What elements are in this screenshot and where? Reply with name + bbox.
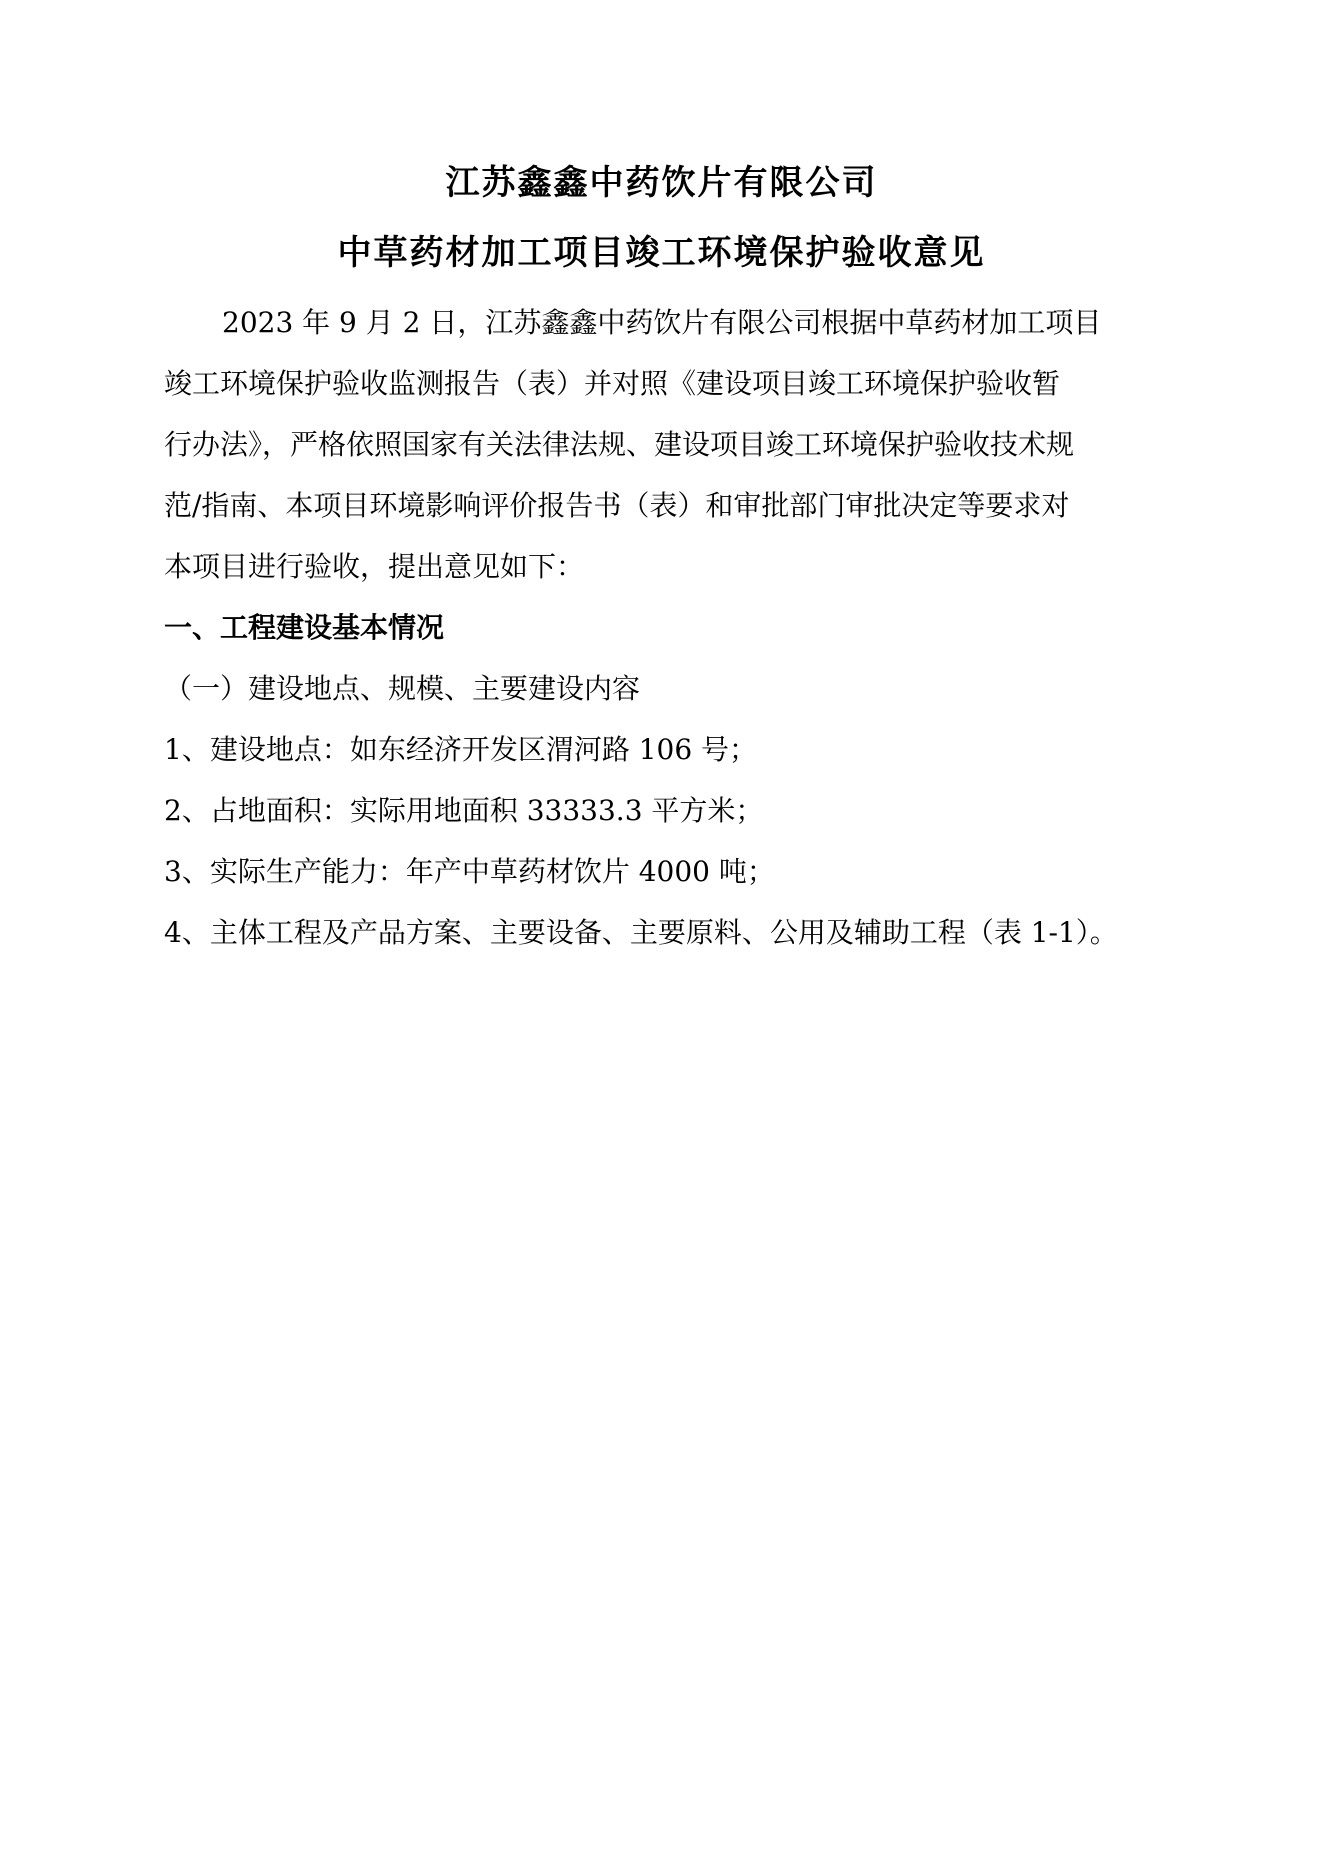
subsection-heading: （一）建设地点、规模、主要建设内容 [164,672,641,705]
list-item: 2、占地面积：实际用地面积 33333.3 平方米； [164,794,764,827]
intro-line-1: 2023 年 9 月 2 日，江苏鑫鑫中药饮片有限公司根据中草药材加工项目 [222,306,1102,339]
document-title-subject: 中草药材加工项目竣工环境保护验收意见 [337,233,986,273]
intro-line-5: 本项目进行验收，提出意见如下： [164,550,585,583]
list-item: 1、建设地点：如东经济开发区渭河路 106 号； [164,733,758,766]
intro-line-3: 行办法》，严格依照国家有关法律法规、建设项目竣工环境保护验收技术规 [164,428,1075,461]
intro-line-2: 竣工环境保护验收监测报告（表）并对照《建设项目竣工环境保护验收暂 [164,367,1061,400]
list-item: 3、实际生产能力：年产中草药材饮片 4000 吨； [164,855,775,888]
document-title-company: 江苏鑫鑫中药饮片有限公司 [445,163,878,203]
intro-line-4: 范/指南、本项目环境影响评价报告书（表）和审批部门审批决定等要求对 [164,489,1070,522]
list-item: 4、主体工程及产品方案、主要设备、主要原料、公用及辅助工程（表 1-1）。 [164,916,1118,949]
section-heading: 一、工程建设基本情况 [164,611,445,644]
